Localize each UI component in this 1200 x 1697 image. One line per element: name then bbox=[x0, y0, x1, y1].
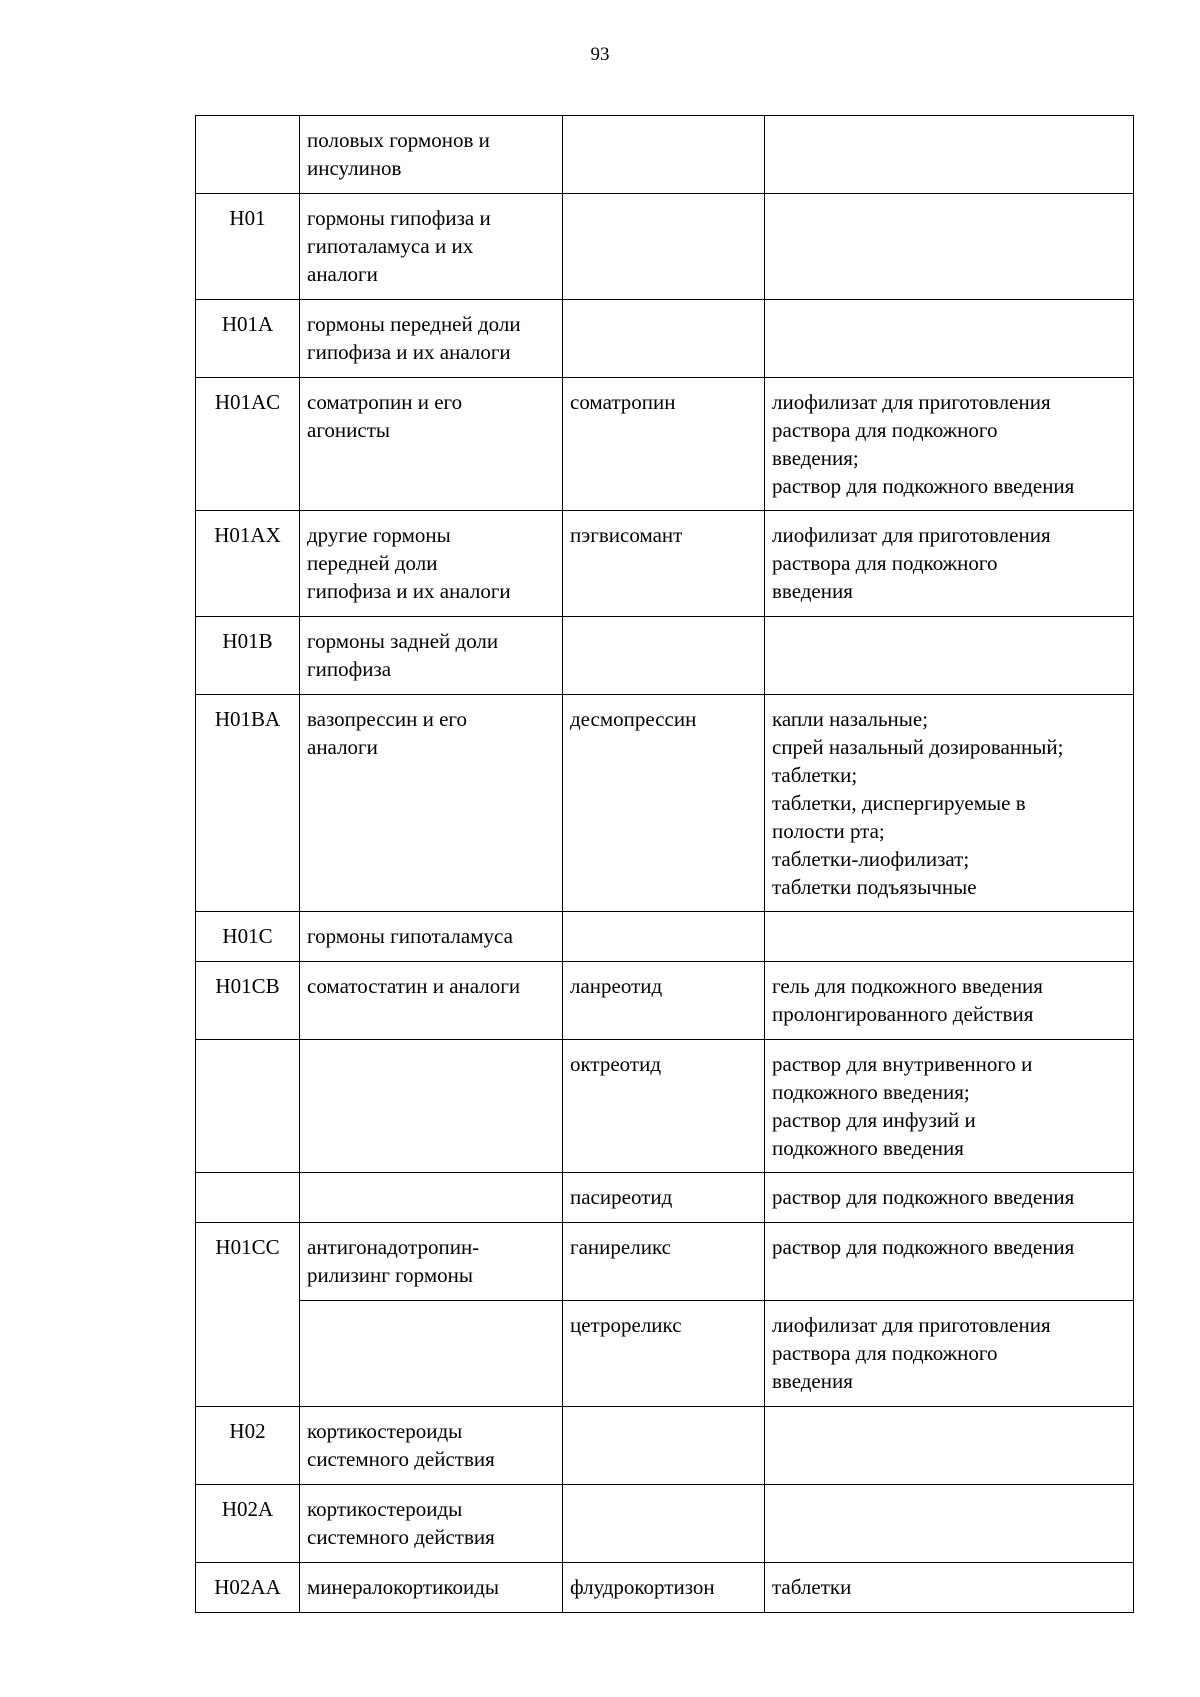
dosage-form-cell bbox=[765, 1407, 1134, 1485]
dosage-form-cell: капли назальные; спрей назальный дозированный; таблетки; таблетки, диспергируемые в полости рта; таблетки-лиофилизат; таблетки подъязычные bbox=[765, 695, 1134, 912]
drug-name-cell: октреотид bbox=[563, 1040, 765, 1173]
drug-classification-table bbox=[195, 115, 1134, 1613]
dosage-form-cell bbox=[765, 912, 1134, 962]
group-name-cell: гормоны гипоталамуса bbox=[300, 912, 563, 962]
table-row bbox=[196, 1223, 1134, 1301]
dosage-form-cell bbox=[765, 300, 1134, 378]
table-row bbox=[196, 1563, 1134, 1613]
atc-code-cell: H01CB bbox=[196, 962, 300, 1040]
group-name-cell bbox=[300, 1301, 563, 1407]
drug-name-cell bbox=[563, 1407, 765, 1485]
group-name-cell: половых гормонов и инсулинов bbox=[300, 116, 563, 194]
table-row bbox=[196, 695, 1134, 912]
drug-name-cell bbox=[563, 1485, 765, 1563]
dosage-form-cell bbox=[765, 1485, 1134, 1563]
drug-name-cell bbox=[563, 300, 765, 378]
table-row bbox=[196, 116, 1134, 194]
dosage-form-cell: раствор для подкожного введения bbox=[765, 1223, 1134, 1301]
atc-code-cell: H01B bbox=[196, 617, 300, 695]
table-row bbox=[196, 912, 1134, 962]
table-row bbox=[196, 378, 1134, 511]
atc-code-cell bbox=[196, 1173, 300, 1223]
dosage-form-cell bbox=[765, 116, 1134, 194]
atc-code-cell: H01AX bbox=[196, 511, 300, 617]
drug-name-cell bbox=[563, 116, 765, 194]
atc-code-cell: H02AA bbox=[196, 1563, 300, 1613]
atc-code-cell: H01A bbox=[196, 300, 300, 378]
atc-code-cell: H01AC bbox=[196, 378, 300, 511]
table-row bbox=[196, 511, 1134, 617]
group-name-cell: кортикостероиды системного действия bbox=[300, 1485, 563, 1563]
group-name-cell: гормоны задней доли гипофиза bbox=[300, 617, 563, 695]
dosage-form-cell: раствор для подкожного введения bbox=[765, 1173, 1134, 1223]
page-number: 93 bbox=[590, 44, 610, 65]
dosage-form-cell: лиофилизат для приготовления раствора для подкожного введения bbox=[765, 1301, 1134, 1407]
group-name-cell: вазопрессин и его аналоги bbox=[300, 695, 563, 912]
drug-name-cell: флудрокортизон bbox=[563, 1563, 765, 1613]
table-row bbox=[196, 1485, 1134, 1563]
atc-code-cell: H01CC bbox=[196, 1223, 300, 1407]
dosage-form-cell bbox=[765, 194, 1134, 300]
table-row bbox=[196, 1173, 1134, 1223]
drug-name-cell: соматропин bbox=[563, 378, 765, 511]
drug-name-cell: десмопрессин bbox=[563, 695, 765, 912]
atc-code-cell: H02 bbox=[196, 1407, 300, 1485]
group-name-cell: кортикостероиды системного действия bbox=[300, 1407, 563, 1485]
drug-name-cell bbox=[563, 912, 765, 962]
dosage-form-cell: таблетки bbox=[765, 1563, 1134, 1613]
group-name-cell bbox=[300, 1173, 563, 1223]
atc-code-cell: H02A bbox=[196, 1485, 300, 1563]
table-row bbox=[196, 300, 1134, 378]
group-name-cell: гормоны передней доли гипофиза и их аналоги bbox=[300, 300, 563, 378]
group-name-cell: другие гормоны передней доли гипофиза и их аналоги bbox=[300, 511, 563, 617]
drug-name-cell: ганиреликс bbox=[563, 1223, 765, 1301]
group-name-cell: антигонадотропин- рилизинг гормоны bbox=[300, 1223, 563, 1301]
group-name-cell: соматропин и его агонисты bbox=[300, 378, 563, 511]
atc-code-cell: H01C bbox=[196, 912, 300, 962]
atc-code-cell: H01 bbox=[196, 194, 300, 300]
group-name-cell: минералокортикоиды bbox=[300, 1563, 563, 1613]
dosage-form-cell: раствор для внутривенного и подкожного введения; раствор для инфузий и подкожного введения bbox=[765, 1040, 1134, 1173]
dosage-form-cell bbox=[765, 617, 1134, 695]
atc-code-cell bbox=[196, 116, 300, 194]
table-row bbox=[196, 1407, 1134, 1485]
group-name-cell bbox=[300, 1040, 563, 1173]
dosage-form-cell: гель для подкожного введения пролонгированного действия bbox=[765, 962, 1134, 1040]
table-row bbox=[196, 194, 1134, 300]
dosage-form-cell: лиофилизат для приготовления раствора для подкожного введения; раствор для подкожного введения bbox=[765, 378, 1134, 511]
drug-name-cell: пэгвисомант bbox=[563, 511, 765, 617]
drug-name-cell: цетрореликс bbox=[563, 1301, 765, 1407]
group-name-cell: соматостатин и аналоги bbox=[300, 962, 563, 1040]
dosage-form-cell: лиофилизат для приготовления раствора для подкожного введения bbox=[765, 511, 1134, 617]
table-row bbox=[196, 962, 1134, 1040]
drug-name-cell: ланреотид bbox=[563, 962, 765, 1040]
atc-code-cell bbox=[196, 1040, 300, 1173]
atc-code-cell: H01BA bbox=[196, 695, 300, 912]
drug-name-cell: пасиреотид bbox=[563, 1173, 765, 1223]
group-name-cell: гормоны гипофиза и гипоталамуса и их аналоги bbox=[300, 194, 563, 300]
drug-name-cell bbox=[563, 194, 765, 300]
table-row bbox=[196, 1301, 1134, 1407]
table-row bbox=[196, 617, 1134, 695]
drug-name-cell bbox=[563, 617, 765, 695]
table-row bbox=[196, 1040, 1134, 1173]
